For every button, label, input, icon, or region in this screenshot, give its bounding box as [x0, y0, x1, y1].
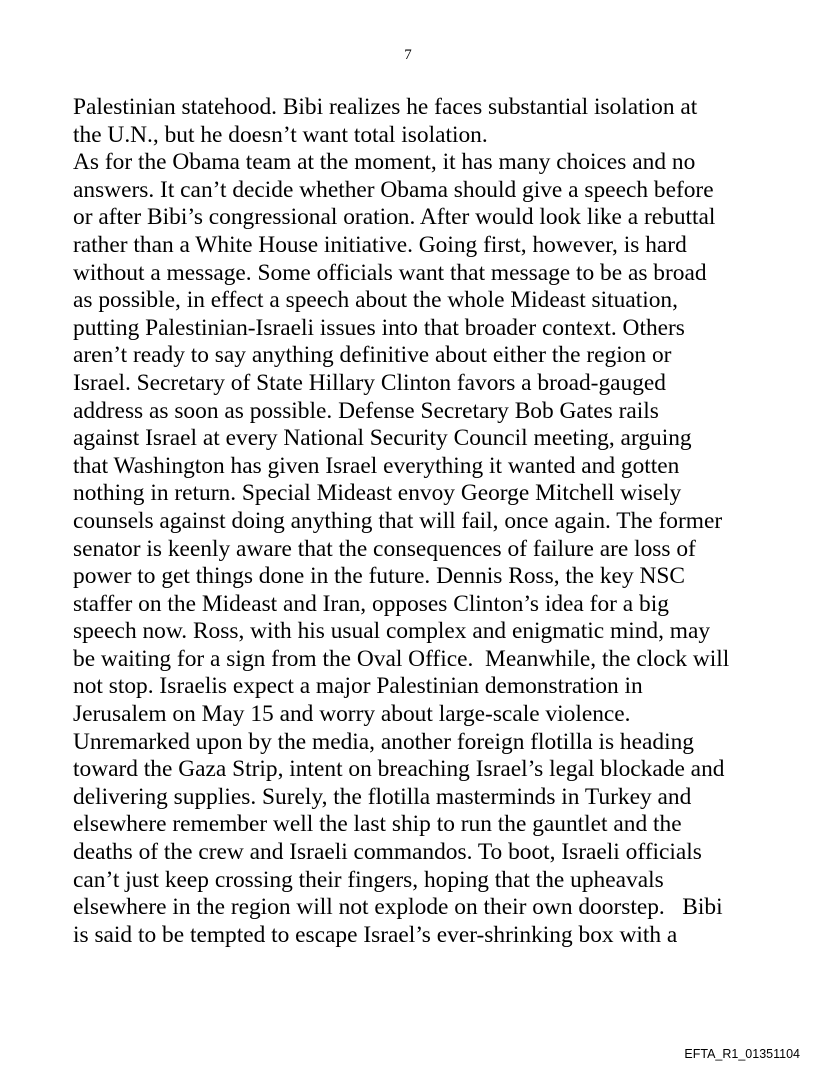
text-line: putting Palestinian-Israeli issues into that broader context. Others	[73, 314, 685, 341]
text-line: or after Bibi’s congressional oration. After would look like a rebuttal	[73, 204, 716, 231]
text-line: Israel. Secretary of State Hillary Clinton favors a broad-gauged	[73, 369, 667, 396]
text-line: speech now. Ross, with his usual complex and enigmatic mind, may	[73, 618, 711, 645]
text-line: staffer on the Mideast and Iran, opposes Clinton’s idea for a big	[73, 590, 669, 617]
text-line: nothing in return. Special Mideast envoy George Mitchell wisely	[73, 480, 682, 507]
text-line: As for the Obama team at the moment, it has many choices and no	[73, 149, 696, 176]
text-line: senator is keenly aware that the consequences of failure are loss of	[73, 535, 696, 562]
text-line: aren’t ready to say anything definitive about either the region or	[73, 342, 672, 369]
text-line: is said to be tempted to escape Israel’s ever-shrinking box with a	[73, 921, 678, 948]
text-line: that Washington has given Israel everything it wanted and gotten	[73, 452, 680, 479]
text-line: address as soon as possible. Defense Secretary Bob Gates rails	[73, 397, 659, 424]
text-line: Unremarked upon by the media, another foreign flotilla is heading	[73, 728, 694, 755]
text-line: toward the Gaza Strip, intent on breaching Israel’s legal blockade and	[73, 756, 725, 783]
text-line: elsewhere in the region will not explode on their own doorstep. Bibi	[73, 894, 723, 921]
text-line: can’t just keep crossing their fingers, hoping that the upheavals	[73, 866, 664, 893]
text-line: Palestinian statehood. Bibi realizes he faces substantial isolation at	[73, 94, 698, 120]
text-line: as possible, in effect a speech about the whole Mideast situation,	[73, 287, 678, 314]
text-line: without a message. Some officials want that message to be as broad	[73, 259, 707, 286]
body-text	[73, 94, 793, 949]
text-line: the U.N., but he doesn’t want total isolation.	[73, 121, 488, 148]
document-id-footer: EFTA_R1_01351104	[684, 1047, 800, 1061]
text-line: against Israel at every National Security Council meeting, arguing	[73, 425, 692, 452]
text-line: not stop. Israelis expect a major Palestinian demonstration in	[73, 673, 643, 700]
text-line: power to get things done in the future. Dennis Ross, the key NSC	[73, 563, 685, 590]
text-line: counsels against doing anything that will fail, once again. The former	[73, 507, 723, 534]
page-number: 7	[404, 47, 412, 63]
text-line: delivering supplies. Surely, the flotilla masterminds in Turkey and	[73, 783, 692, 810]
text-line: answers. It can’t decide whether Obama should give a speech before	[73, 176, 714, 203]
text-line: deaths of the crew and Israeli commandos. To boot, Israeli officials	[73, 839, 702, 866]
text-line: Jerusalem on May 15 and worry about large-scale violence.	[73, 701, 631, 728]
text-line: elsewhere remember well the last ship to run the gauntlet and the	[73, 811, 682, 838]
text-line: be waiting for a sign from the Oval Office. Meanwhile, the clock will	[73, 645, 730, 672]
text-line: rather than a White House initiative. Going first, however, is hard	[73, 231, 687, 258]
